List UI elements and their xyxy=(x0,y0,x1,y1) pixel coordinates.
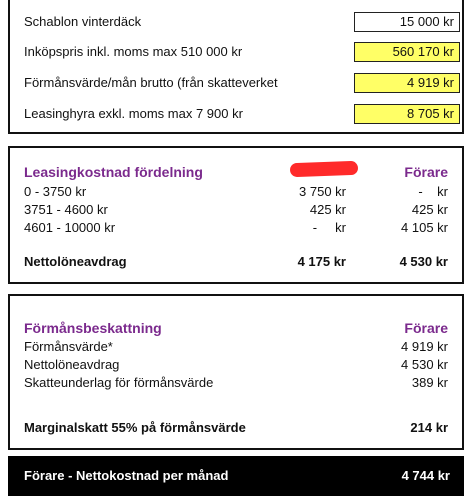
leasing-row-driver: - kr xyxy=(418,184,448,199)
redacted-column-header xyxy=(290,161,358,177)
leasing-total-label: Nettolöneavdrag xyxy=(24,254,127,269)
leasing-driver-header: Förare xyxy=(404,164,448,180)
net-cost-label: Förare - Nettokostnad per månad xyxy=(24,468,229,483)
benefit-row-driver: 4 919 kr xyxy=(401,339,448,354)
net-cost-bar xyxy=(8,456,464,496)
input-panel xyxy=(8,0,464,134)
leasing-row-company: 3 750 kr xyxy=(299,184,346,199)
benefit-title: Förmånsbeskattning xyxy=(24,320,162,336)
benefit-row-label: Skatteunderlag för förmånsvärde xyxy=(24,375,214,390)
leasing-row-company: 425 kr xyxy=(309,202,346,217)
benefit-row-driver: 4 530 kr xyxy=(401,357,448,372)
benefit-row-label: Nettolöneavdrag xyxy=(24,357,120,372)
value-benefit-value[interactable]: 4 919 kr xyxy=(354,73,460,93)
leasing-title: Leasingkostnad fördelning xyxy=(24,164,203,180)
benefit-total-driver: 214 kr xyxy=(410,420,448,435)
leasing-row-driver: 4 105 kr xyxy=(401,220,448,235)
leasing-row-label: 0 - 3750 kr xyxy=(24,184,87,199)
benefit-row-driver: 389 kr xyxy=(411,375,448,390)
label-benefit-value: Förmånsvärde/mån brutto (från skatteverket xyxy=(24,75,278,90)
label-winter-tires: Schablon vinterdäck xyxy=(24,14,142,29)
leasing-total-company: 4 175 kr xyxy=(297,254,346,269)
leasing-row-company: - kr xyxy=(312,220,346,235)
net-cost-value: 4 744 kr xyxy=(401,468,450,483)
value-purchase-price[interactable]: 560 170 kr xyxy=(354,42,460,62)
label-purchase-price: Inköpspris inkl. moms max 510 000 kr xyxy=(24,44,243,59)
benefit-row-label: Förmånsvärde* xyxy=(24,339,113,354)
label-leasing-rent: Leasinghyra exkl. moms max 7 900 kr xyxy=(24,106,243,121)
benefit-panel xyxy=(8,294,464,450)
benefit-total-label: Marginalskatt 55% på förmånsvärde xyxy=(24,420,246,435)
leasing-row-label: 3751 - 4600 kr xyxy=(24,202,108,217)
value-winter-tires[interactable]: 15 000 kr xyxy=(354,12,460,32)
leasing-panel xyxy=(8,146,464,284)
benefit-driver-header: Förare xyxy=(404,320,448,336)
leasing-total-driver: 4 530 kr xyxy=(399,254,448,269)
value-leasing-rent[interactable]: 8 705 kr xyxy=(354,104,460,124)
leasing-row-label: 4601 - 10000 kr xyxy=(24,220,116,235)
leasing-row-driver: 425 kr xyxy=(411,202,448,217)
